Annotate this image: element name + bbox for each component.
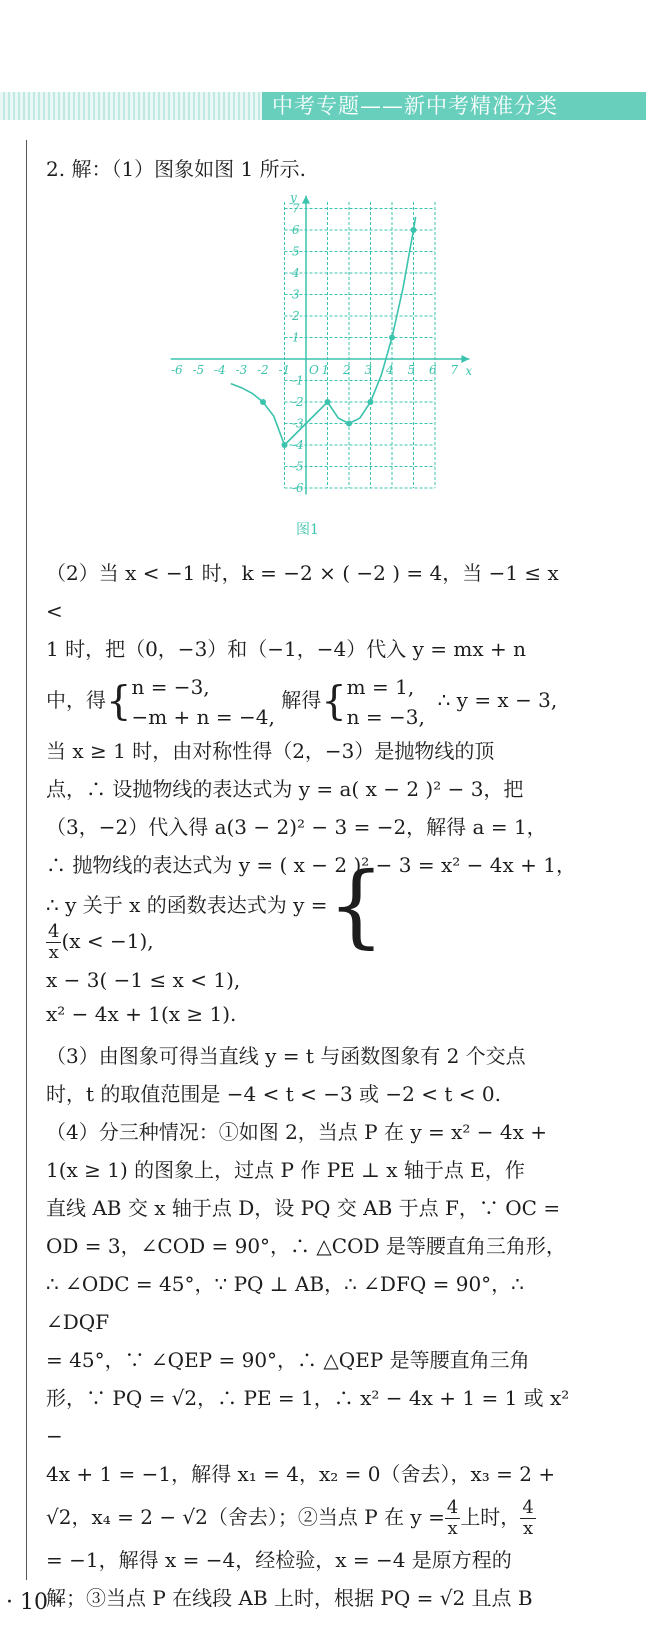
y-tick-label: 7	[292, 201, 300, 216]
x-tick-label: -5	[192, 363, 205, 377]
x-tick-label: 5	[407, 363, 416, 377]
x-tick-label: 7	[450, 363, 459, 377]
part4-line6: = 45°，∵ ∠QEP = 90°，∴ △QEP 是等腰直角三角	[46, 1347, 530, 1372]
function-graph	[156, 194, 596, 554]
part2-line7: ∴ 抛物线的表达式为 y = ( x − 2 )² − 3 = x² − 4x + 1，	[46, 853, 576, 877]
x-tick-label: -3	[235, 363, 248, 377]
part4-line10: = −1，解得 x = −4，经检验，x = −4 是原方程的	[46, 1547, 512, 1572]
graph-axes	[171, 196, 473, 495]
system2-eq1: m = 1,	[346, 674, 415, 699]
problem-heading: 2. 解：（1）图象如图 1 所示.	[46, 157, 306, 181]
fraction-4-over-x: $\frac{4}{x}$	[48, 920, 60, 963]
y-tick-label: 3	[292, 287, 300, 302]
part2-line4: 当 x ≥ 1 时，由对称性得（2，−3）是抛物线的顶	[46, 739, 495, 763]
part4-line8: 4x + 1 = −1，解得 x₁ = 4，x₂ = 0（舍去），x₃ = 2 +	[46, 1461, 556, 1486]
data-point	[325, 399, 331, 405]
graph-svg	[156, 194, 486, 544]
system1-eq1: n = −3,	[131, 674, 210, 699]
y-tick-label: -3	[292, 416, 304, 431]
graph-grid	[285, 202, 436, 488]
part2-line1: （2）当 x < −1 时，k = −2 × ( −2 ) = 4，当 −1 ≤ x <	[46, 561, 559, 623]
brace-icon: {	[321, 678, 347, 725]
brace-icon: {	[327, 853, 385, 959]
series-line	[328, 217, 416, 424]
part4-line11: 解；③当点 P 在线段 AB 上时，根据 PQ = √2 且点 B	[46, 1585, 533, 1610]
x-tick-label: 6	[429, 363, 437, 377]
case-1: $\frac{4}{x}$ (x < −1),	[48, 920, 154, 963]
case-2: x − 3( −1 ≤ x < 1),	[46, 967, 241, 992]
y-tick-label: -1	[292, 373, 304, 388]
piecewise-cases	[46, 922, 240, 1031]
piecewise-pre: ∴ y 关于 x 的函数表达式为 y =	[46, 893, 328, 917]
page-number: · 10 ·	[6, 1590, 62, 1615]
x-tick-label: 1	[321, 363, 330, 377]
fraction-4-over-x: $\frac{4}{x}$	[522, 1496, 534, 1539]
y-tick-label: -4	[292, 438, 304, 452]
data-point	[368, 399, 374, 405]
graph-points	[260, 227, 417, 448]
solution-body	[46, 150, 576, 1617]
data-point	[346, 421, 352, 427]
figure-caption: 图1	[296, 522, 319, 538]
part3-line2: 时，t 的取值范围是 −4 < t < −3 或 −2 < t < 0.	[46, 1081, 501, 1106]
part3-line1: （3）由图象可得当直线 y = t 与函数图象有 2 个交点	[46, 1043, 526, 1068]
part2-line3-post: ∴ y = x − 3,	[437, 688, 558, 712]
x-tick-label: -4	[214, 363, 226, 377]
x-tick-label: -2	[257, 363, 269, 377]
header-title: 中考专题——新中考精准分类	[262, 92, 646, 120]
fraction-4-over-x: $\frac{4}{x}$	[446, 1496, 459, 1539]
part4-line9: √2，x₄ = 2 − √2（舍去）；②当点 P 在 y = $\frac{4}{x}$ 上时， $\frac{4}{x}$	[46, 1496, 534, 1539]
x-tick-label: -1	[278, 363, 291, 377]
y-tick-label: 1	[292, 330, 300, 345]
x-tick-label: 4	[386, 363, 394, 377]
x-tick-label: 2	[343, 363, 351, 377]
y-tick-label: 4	[292, 266, 300, 280]
equation-system-2	[347, 672, 425, 732]
y-tick-label: 6	[292, 223, 300, 237]
equation-system-1	[131, 672, 274, 732]
case-3: x² − 4x + 1(x ≥ 1).	[46, 1001, 237, 1026]
part4-line5: ∴ ∠ODC = 45°，∵ PQ ⊥ AB，∴ ∠DFQ = 90°，∴ ∠DQF	[46, 1271, 524, 1334]
part2-line3-mid: 解得	[281, 688, 322, 712]
y-tick-label: -6	[292, 481, 304, 495]
graph-tick-labels	[171, 194, 472, 495]
y-tick-label: -2	[292, 395, 304, 409]
part2-line3	[46, 668, 576, 732]
y-tick-label: 5	[292, 244, 300, 259]
data-point	[282, 442, 288, 448]
part2-line6: （3，−2）代入得 a(3 − 2)² − 3 = −2，解得 a = 1，	[46, 815, 547, 839]
y-tick-label: 2	[292, 309, 300, 323]
brace-icon: {	[106, 678, 132, 725]
data-point	[411, 227, 417, 233]
series-line	[231, 384, 285, 445]
y-tick-label: -5	[292, 459, 304, 474]
part4-line2: 1(x ≥ 1) 的图象上，过点 P 作 PE ⊥ x 轴于点 E，作	[46, 1157, 525, 1182]
part2-line3-pre: 中，得	[46, 688, 106, 712]
data-point	[389, 335, 395, 341]
part4-line1: （4）分三种情况：①如图 2，当点 P 在 y = x² − 4x +	[46, 1119, 547, 1144]
graph-curves	[231, 217, 416, 445]
part4-line7: 形，∵ PQ = √2，∴ PE = 1，∴ x² − 4x + 1 = 1 或 x² −	[46, 1385, 570, 1448]
system1-eq2: −m + n = −4,	[131, 704, 275, 729]
x-tick-label: 3	[364, 363, 373, 377]
margin-rule	[26, 140, 27, 1580]
part2-line2: 1 时，把（0，−3）和（−1，−4）代入 y = mx + n	[46, 637, 526, 661]
part4-line3: 直线 AB 交 x 轴于点 D，设 PQ 交 AB 于点 F，∵ OC =	[46, 1195, 561, 1220]
x-tick-label: -6	[171, 363, 183, 377]
y-axis-label: y	[290, 194, 297, 205]
y-axis-arrow-icon	[302, 196, 310, 204]
x-axis-arrow-icon	[461, 355, 469, 363]
x-axis-label: x	[465, 364, 473, 378]
part2-line5: 点，∴ 设抛物线的表达式为 y = a( x − 2 )² − 3，把	[46, 777, 524, 801]
system2-eq2: n = −3,	[346, 704, 425, 729]
part4-line4: OD = 3，∠COD = 90°，∴ △COD 是等腰直角三角形，	[46, 1233, 566, 1258]
data-point	[260, 399, 266, 405]
origin-label: O	[309, 363, 319, 377]
